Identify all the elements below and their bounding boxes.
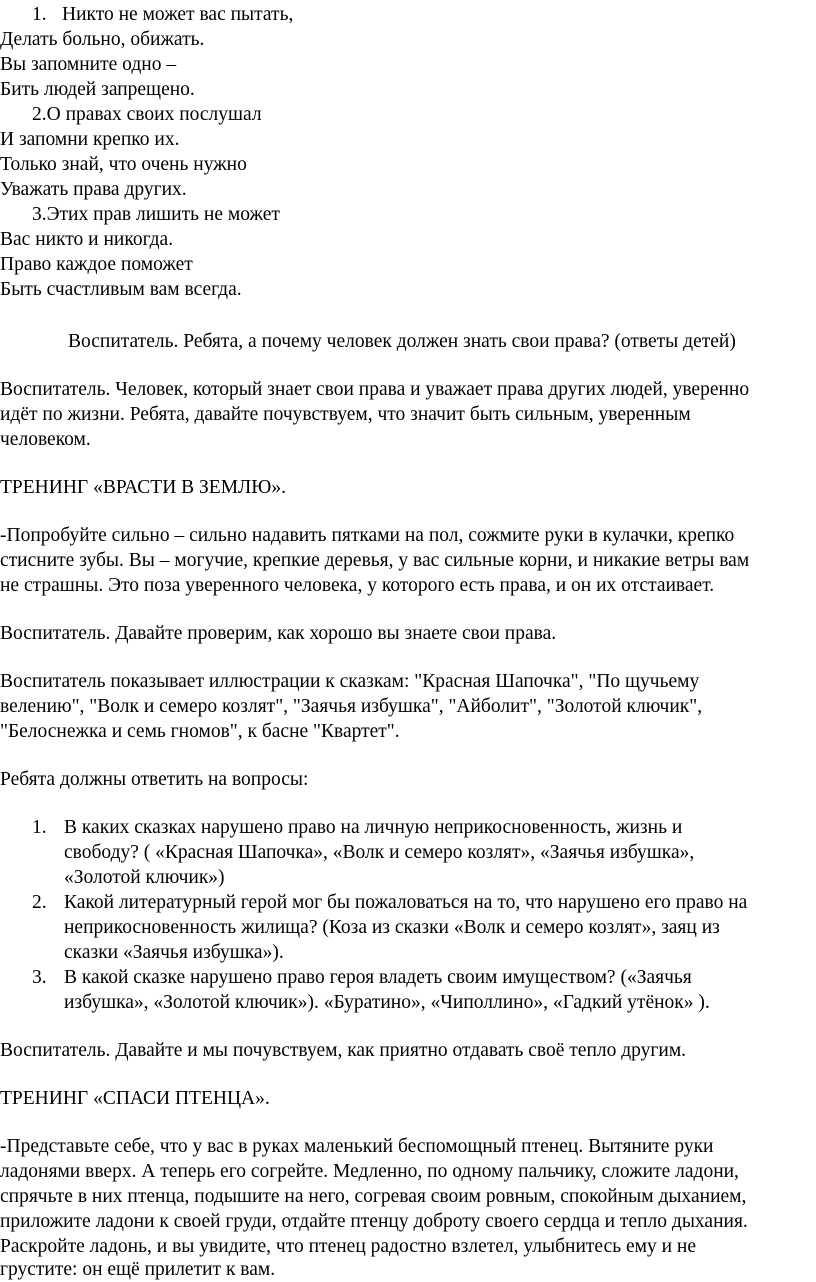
paragraph-warmth: Воспитатель. Давайте и мы почувствуем, как приятно отдавать своё тепло другим. <box>0 1040 687 1061</box>
paragraph-check: Воспитатель. Давайте проверим, как хорошо вы знаете свои права. <box>0 623 557 644</box>
paragraph-line: человеком. <box>0 429 91 450</box>
list-item-line: Какой литературный герой мог бы пожаловаться на то, что нарушено его право на <box>64 892 748 913</box>
paragraph-line: -Представьте себе, что у вас в руках маленький беспомощный птенец. Вытяните руки <box>0 1136 714 1157</box>
paragraph-line: приложите ладони к своей груди, отдайте птенцу доброту своего сердца и тепло дыхания. <box>0 1211 748 1232</box>
paragraph-line: не страшны. Это поза уверенного человека, у которого есть права, и он их отстаивает. <box>0 575 715 596</box>
paragraph-answer: Ребята должны ответить на вопросы: <box>0 769 309 790</box>
poem-line: Право каждое поможет <box>0 254 193 275</box>
poem-line: Делать больно, обижать. <box>0 29 205 50</box>
poem-line: Вы запомните одно – <box>0 54 177 75</box>
paragraph-line: Воспитатель. Человек, который знает свои права и уважает права других людей, уверенно <box>0 379 750 400</box>
poem-line: Вас никто и никогда. <box>0 229 174 250</box>
list-item-line: В какой сказке нарушено право героя владеть своим имуществом? («Заячья <box>64 967 692 988</box>
poem-line: 2.О правах своих послушал <box>32 104 262 125</box>
paragraph-line: стисните зубы. Вы – могучие, крепкие деревья, у вас сильные корни, и никакие ветры вам <box>0 550 750 571</box>
poem-line: Никто не может вас пытать, <box>62 4 294 25</box>
list-item-number: 3. <box>32 967 47 988</box>
training1-title: ТРЕНИНГ «ВРАСТИ В ЗЕМЛЮ». <box>0 477 286 498</box>
poem-stanza1-number: 1. <box>32 4 47 25</box>
paragraph-line: "Белоснежка и семь гномов", к басне "Квартет". <box>0 721 400 742</box>
poem-line: Уважать права других. <box>0 179 187 200</box>
list-item-line: В каких сказках нарушено право на личную неприкосновенность, жизнь и <box>64 817 683 838</box>
paragraph-line: идёт по жизни. Ребята, давайте почувствуем, что значит быть сильным, уверенным <box>0 404 691 425</box>
paragraph-line: -Попробуйте сильно – сильно надавить пятками на пол, сожмите руки в кулачки, крепко <box>0 525 735 546</box>
paragraph-line: грустите: он ещё прилетит к вам. <box>0 1259 276 1280</box>
poem-line: Бить людей запрещено. <box>0 79 195 100</box>
paragraph-line: ладонями вверх. А теперь его согрейте. Медленно, по одному пальчику, сложите ладони, <box>0 1161 739 1182</box>
training2-title: ТРЕНИНГ «СПАСИ ПТЕНЦА». <box>0 1088 270 1109</box>
list-item-number: 2. <box>32 892 47 913</box>
list-item-line: сказки «Заячья избушка»). <box>64 942 284 963</box>
poem-line: Только знай, что очень нужно <box>0 154 247 175</box>
paragraph-line: Воспитатель показывает иллюстрации к сказкам: "Красная Шапочка", "По щучьему <box>0 671 700 692</box>
list-item-line: избушка», «Золотой ключик»). «Буратино», «Чиполлино», «Гадкий утёнок» ). <box>64 992 710 1013</box>
poem-line: 3.Этих прав лишить не может <box>32 204 280 225</box>
poem-line: И запомни крепко их. <box>0 129 180 150</box>
list-item-line: свободу? ( «Красная Шапочка», «Волк и семеро козлят», «Заячья избушка», <box>64 842 695 863</box>
paragraph-line: Раскройте ладонь, и вы увидите, что птенец радостно взлетел, улыбнитесь ему и не <box>0 1236 697 1257</box>
poem-line: Быть счастливым вам всегда. <box>0 279 242 300</box>
paragraph-question: Воспитатель. Ребята, а почему человек должен знать свои права? (ответы детей) <box>68 331 736 352</box>
list-item-line: «Золотой ключик») <box>64 867 225 888</box>
list-item-number: 1. <box>32 817 47 838</box>
paragraph-line: спрячьте в них птенца, подышите на него, согревая своим ровным, спокойным дыханием, <box>0 1186 747 1207</box>
paragraph-line: велению", "Волк и семеро козлят", "Заячья избушка", "Айболит", "Золотой ключик", <box>0 696 703 717</box>
list-item-line: неприкосновенность жилища? (Коза из сказки «Волк и семеро козлят», заяц из <box>64 917 720 938</box>
